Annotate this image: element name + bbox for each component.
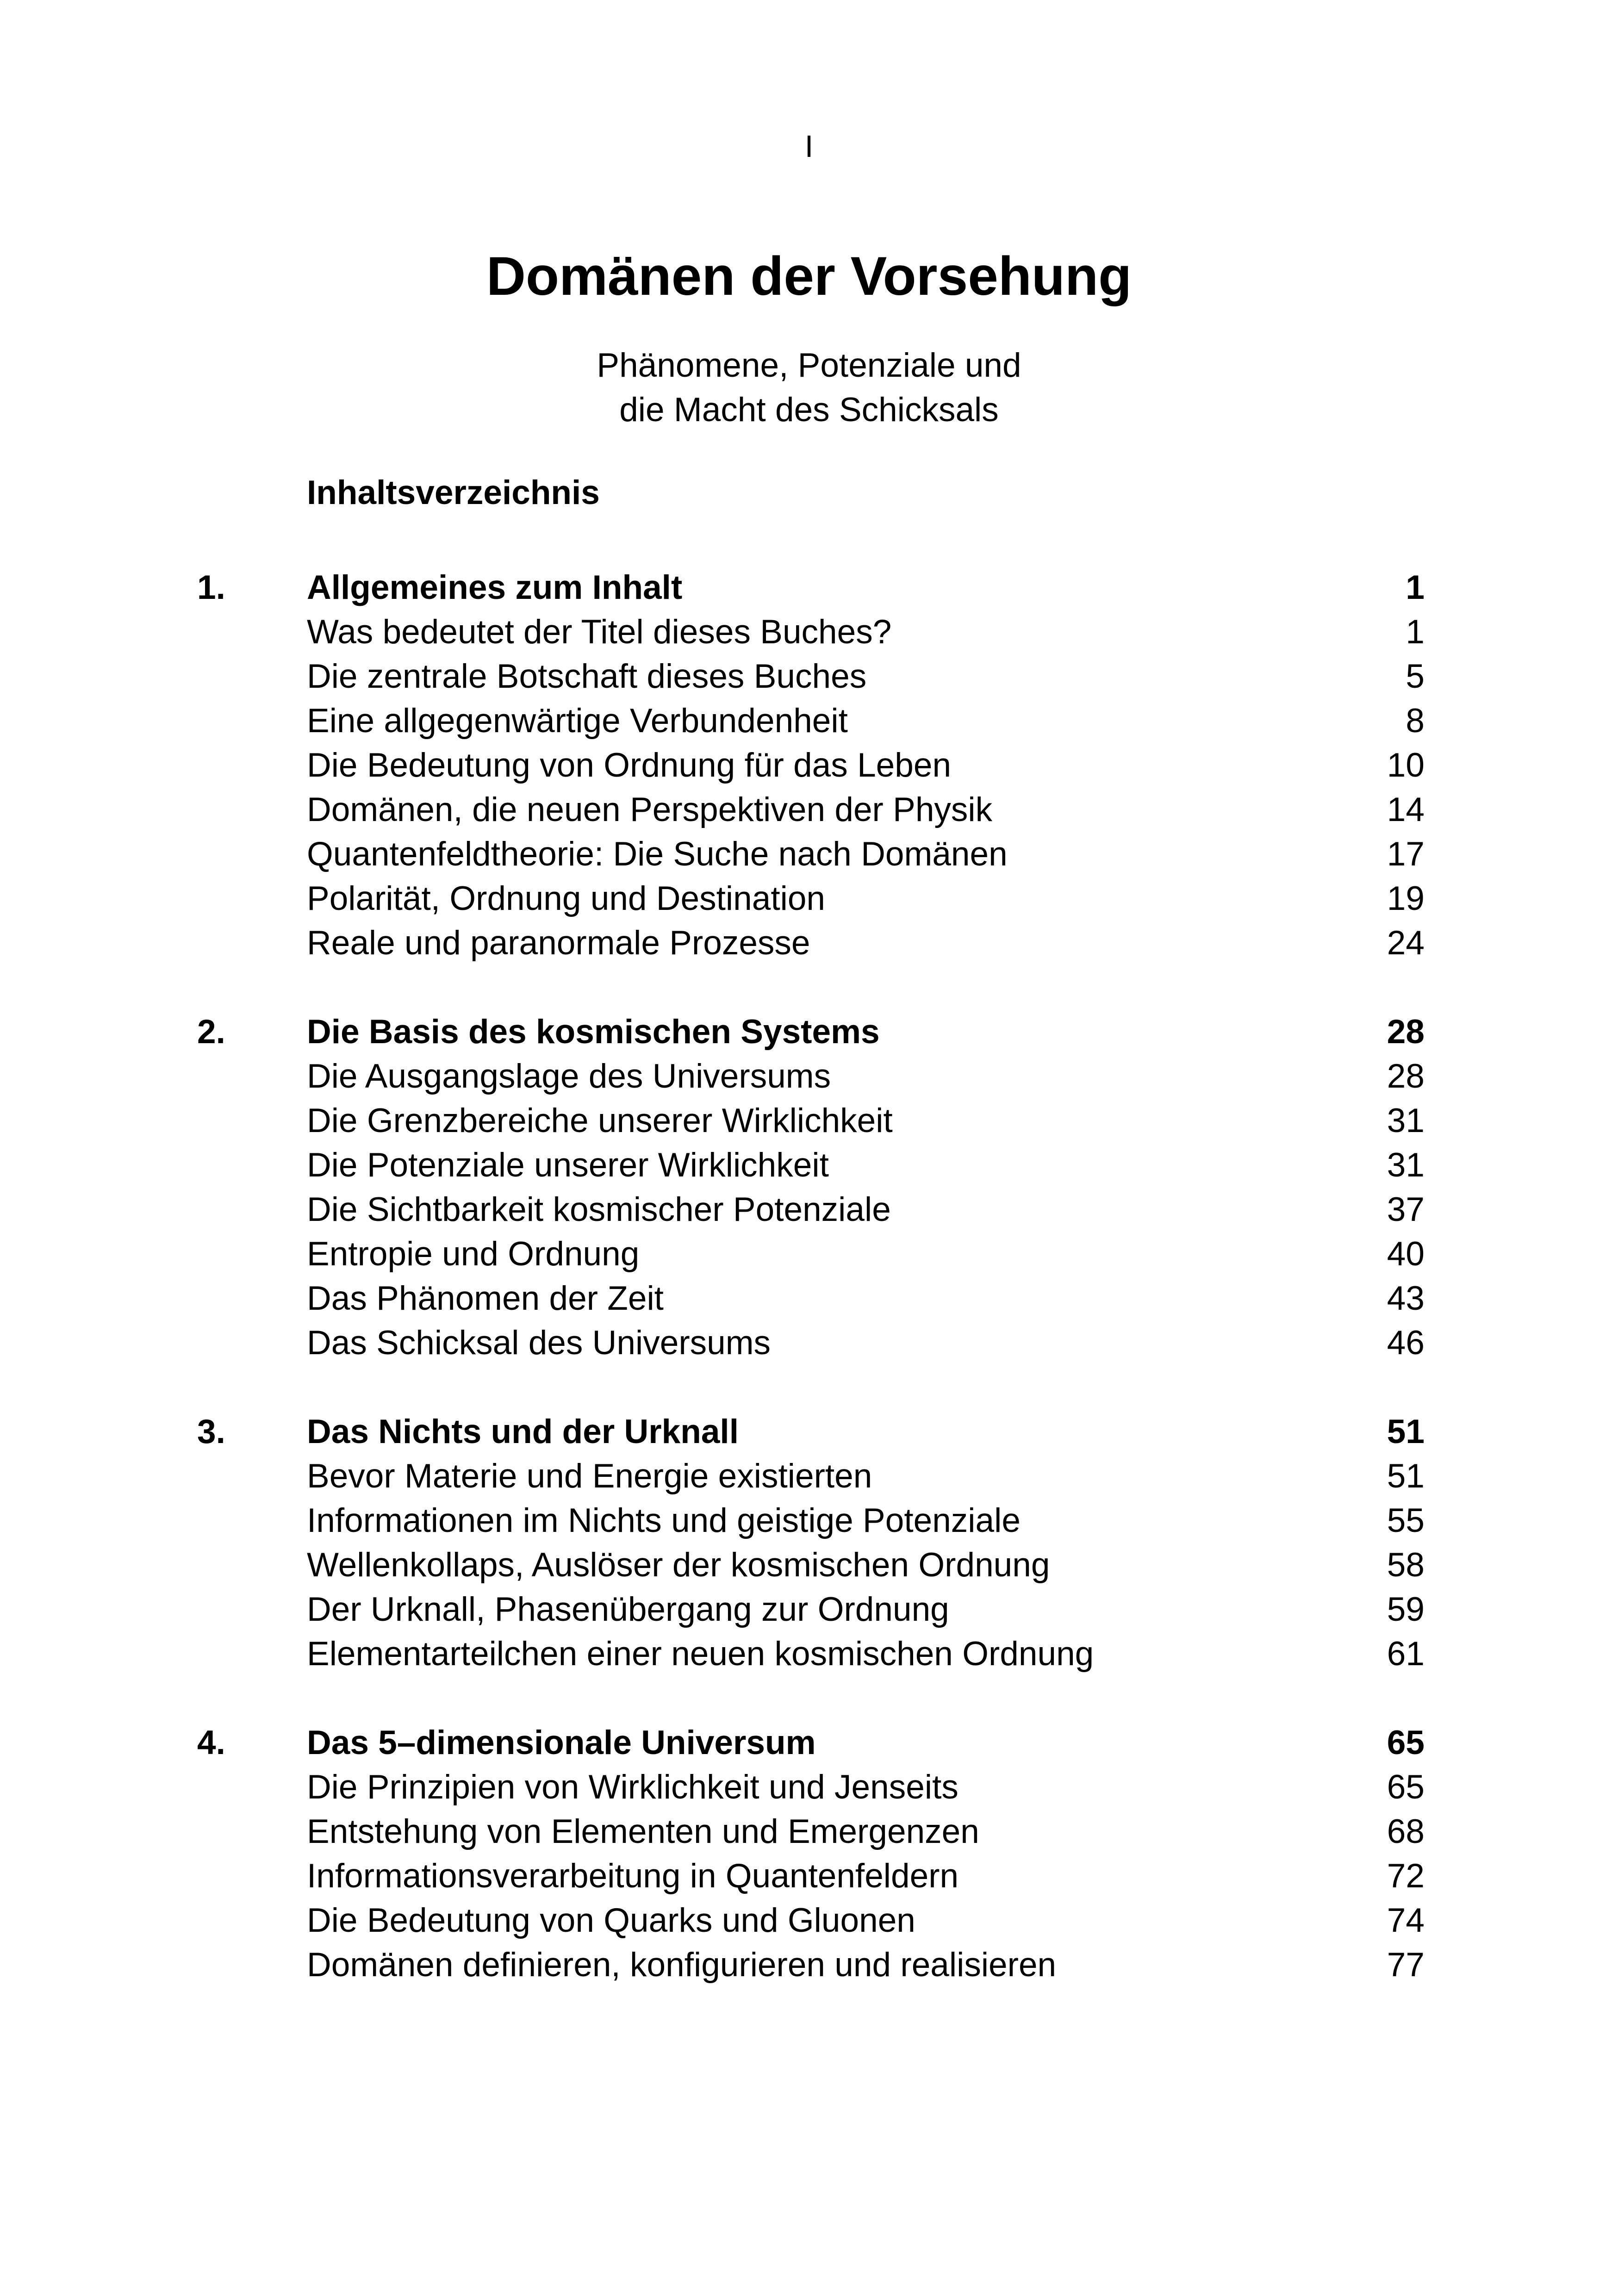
entry-page: 8 [1406, 702, 1425, 740]
toc-entry [0, 1143, 1618, 1188]
chapter-heading [0, 1721, 1618, 1765]
entry-title: Domänen definieren, konfigurieren und realisieren [307, 1946, 1057, 1984]
entry-title: Die Prinzipien von Wirklichkeit und Jenseits [307, 1768, 958, 1806]
entry-page: 65 [1387, 1768, 1425, 1806]
toc-entry [0, 1232, 1618, 1276]
entry-title: Elementarteilchen einer neuen kosmischen Ordnung [307, 1635, 1094, 1673]
entry-title: Die Ausgangslage des Universums [307, 1058, 831, 1095]
toc-entry [0, 788, 1618, 832]
entry-title: Die Grenzbereiche unserer Wirklichkeit [307, 1102, 893, 1139]
toc-entry [0, 743, 1618, 788]
entry-title: Der Urknall, Phasenübergang zur Ordnung [307, 1591, 949, 1628]
toc-entry [0, 832, 1618, 877]
chapter-title: Das 5–dimensionale Universum [307, 1724, 816, 1761]
entry-page: 31 [1387, 1146, 1425, 1184]
entry-page: 74 [1387, 1902, 1425, 1939]
entry-page: 19 [1387, 880, 1425, 917]
toc-entry [0, 1632, 1618, 1676]
entry-title: Informationsverarbeitung in Quantenfeldern [307, 1857, 959, 1895]
entry-title: Quantenfeldtheorie: Die Suche nach Domänen [307, 835, 1008, 873]
entry-page: 46 [1387, 1324, 1425, 1362]
entry-title: Bevor Materie und Energie existierten [307, 1457, 872, 1495]
entry-page: 43 [1387, 1280, 1425, 1317]
toc-entry [0, 1854, 1618, 1898]
entry-title: Wellenkollaps, Auslöser der kosmischen Ordnung [307, 1546, 1050, 1584]
chapter-heading [0, 566, 1618, 610]
toc-entry [0, 1543, 1618, 1587]
entry-title: Entstehung von Elementen und Emergenzen [307, 1813, 979, 1850]
chapter-heading [0, 1410, 1618, 1454]
chapter-heading [0, 1010, 1618, 1054]
entry-page: 77 [1387, 1946, 1425, 1984]
toc-entry [0, 1099, 1618, 1143]
entry-page: 28 [1387, 1058, 1425, 1095]
entry-page: 1 [1406, 613, 1425, 651]
entry-page: 58 [1387, 1546, 1425, 1584]
toc-entry [0, 877, 1618, 921]
toc-chapter-2 [0, 1010, 1618, 1365]
toc-entry [0, 1276, 1618, 1321]
entry-page: 59 [1387, 1591, 1425, 1628]
entry-title: Informationen im Nichts und geistige Potenziale [307, 1502, 1021, 1539]
entry-title: Die Sichtbarkeit kosmischer Potenziale [307, 1191, 891, 1228]
toc-entry [0, 1810, 1618, 1854]
chapter-page: 1 [1406, 569, 1425, 606]
subtitle-line-1: Phänomene, Potenziale und [597, 347, 1021, 384]
chapter-page: 28 [1387, 1013, 1425, 1051]
entry-page: 40 [1387, 1235, 1425, 1273]
toc-entry [0, 1499, 1618, 1543]
entry-title: Entropie und Ordnung [307, 1235, 640, 1273]
book-subtitle [0, 343, 1618, 432]
toc-chapter-4 [0, 1721, 1618, 1987]
entry-page: 72 [1387, 1857, 1425, 1895]
toc-entry [0, 610, 1618, 654]
entry-page: 10 [1387, 747, 1425, 784]
toc-chapter-3 [0, 1410, 1618, 1676]
entry-page: 51 [1387, 1457, 1425, 1495]
entry-page: 31 [1387, 1102, 1425, 1139]
entry-page: 37 [1387, 1191, 1425, 1228]
entry-page: 55 [1387, 1502, 1425, 1539]
toc-entry [0, 1587, 1618, 1632]
entry-title: Domänen, die neuen Perspektiven der Physik [307, 791, 993, 828]
chapter-title: Das Nichts und der Urknall [307, 1413, 739, 1450]
entry-title: Das Phänomen der Zeit [307, 1280, 664, 1317]
toc-heading: Inhaltsverzeichnis [307, 474, 600, 511]
chapter-title: Allgemeines zum Inhalt [307, 569, 683, 606]
toc-entry [0, 654, 1618, 699]
entry-title: Reale und paranormale Prozesse [307, 924, 810, 962]
chapter-number: 1. [197, 569, 225, 606]
table-of-contents [0, 566, 1618, 2032]
toc-entry [0, 699, 1618, 743]
entry-page: 5 [1406, 658, 1425, 695]
chapter-number: 3. [197, 1413, 225, 1450]
book-title: Domänen der Vorsehung [486, 246, 1132, 307]
chapter-page: 51 [1387, 1413, 1425, 1450]
toc-entry [0, 1943, 1618, 1987]
entry-title: Die Potenziale unserer Wirklichkeit [307, 1146, 829, 1184]
chapter-number: 4. [197, 1724, 225, 1761]
toc-entry [0, 1765, 1618, 1810]
entry-page: 17 [1387, 835, 1425, 873]
entry-title: Die Bedeutung von Ordnung für das Leben [307, 747, 952, 784]
entry-page: 24 [1387, 924, 1425, 962]
entry-title: Polarität, Ordnung und Destination [307, 880, 826, 917]
entry-title: Eine allgegenwärtige Verbundenheit [307, 702, 848, 740]
toc-chapter-1 [0, 566, 1618, 965]
page-number: I [804, 129, 814, 164]
entry-page: 14 [1387, 791, 1425, 828]
entry-title: Die zentrale Botschaft dieses Buches [307, 658, 867, 695]
entry-title: Die Bedeutung von Quarks und Gluonen [307, 1902, 915, 1939]
entry-page: 68 [1387, 1813, 1425, 1850]
entry-title: Was bedeutet der Titel dieses Buches? [307, 613, 892, 651]
toc-entry [0, 1454, 1618, 1499]
toc-entry [0, 921, 1618, 965]
chapter-number: 2. [197, 1013, 225, 1051]
chapter-page: 65 [1387, 1724, 1425, 1761]
toc-entry [0, 1188, 1618, 1232]
subtitle-line-2: die Macht des Schicksals [619, 391, 999, 429]
toc-entry [0, 1898, 1618, 1943]
toc-entry [0, 1054, 1618, 1099]
entry-page: 61 [1387, 1635, 1425, 1673]
toc-entry [0, 1321, 1618, 1365]
entry-title: Das Schicksal des Universums [307, 1324, 771, 1362]
chapter-title: Die Basis des kosmischen Systems [307, 1013, 880, 1051]
